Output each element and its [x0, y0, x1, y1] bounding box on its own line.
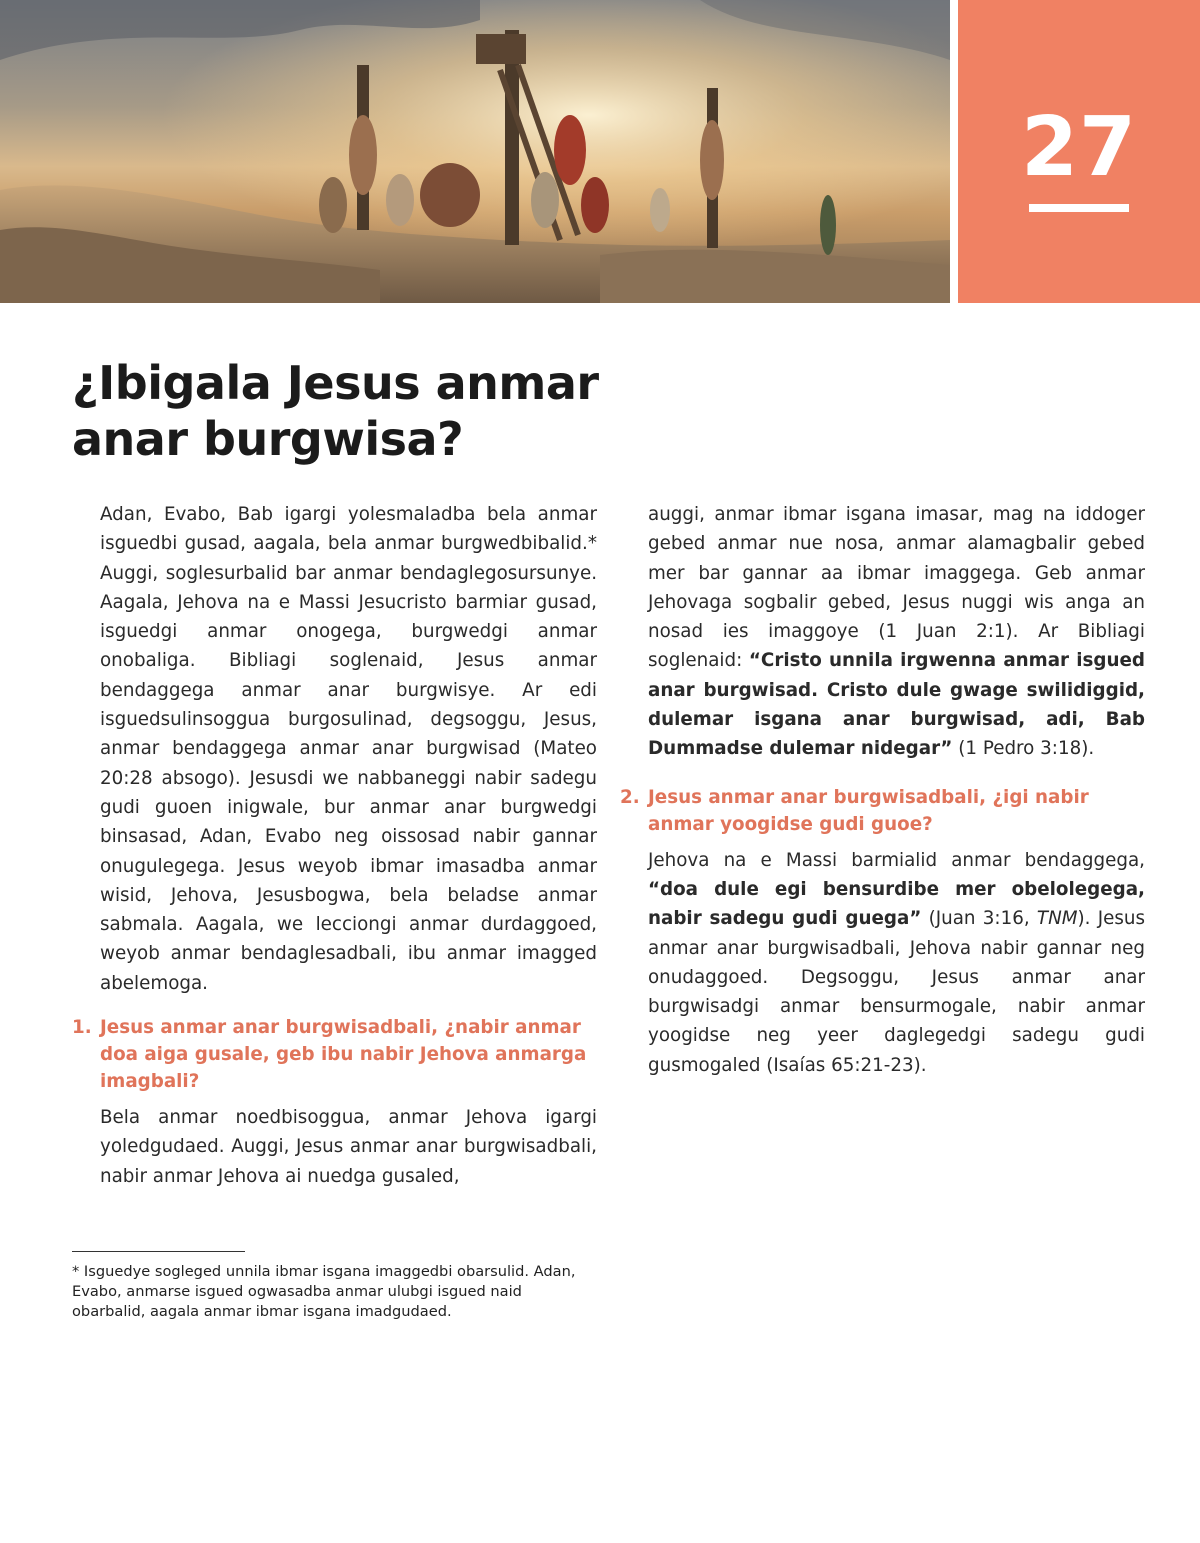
footnote-divider	[72, 1251, 245, 1252]
answer-1-text: auggi, anmar ibmar isgana imasar, mag na iddoger gebed anmar nue nosa, anmar alamagbalir gebed mer bar gannar aa ibmar imaggega. Geb anmar Jehovaga sogbalir gebed, Jesus nuggi wis anga an nosad ies imaggoye (1 Juan 2:1). Ar Bibliagi soglenaid:	[648, 504, 1145, 672]
chapter-number: 27	[1020, 100, 1138, 195]
title-line-2: anar burgwisa?	[72, 412, 464, 466]
question-1-number: 1.	[72, 1017, 92, 1039]
question-2-text: Jesus anmar anar burgwisadbali, ¿igi nabir anmar yoogidse gudi guoe?	[648, 786, 1089, 835]
answer-2-text: ). Jesus anmar anar burgwisadbali, Jehova nabir gannar neg onudaggoed. Degsoggu, Jesus anmar anar burgwisadgi anmar bensurmogale, nabir anmar yoogidse neg yeer daglegedgi sadegu gudi gusmogaled (Isaías 65:21-23).	[648, 908, 1146, 1076]
footnote: * Isguedye sogleged unnila ibmar isgana imaggedbi obarsulid. Adan, Evabo, anmarse isgued ogwasadba anmar ulubgi isgued naid obarbalid, aagala anmar ibmar isgana imadgudaed.	[72, 1263, 576, 1320]
question-2-number: 2.	[620, 786, 640, 808]
chapter-badge	[958, 0, 1200, 303]
translation-abbr: TNM	[1036, 908, 1078, 930]
question-1	[72, 1014, 597, 1095]
scripture-ref-2: (Juan 3:16,	[921, 908, 1037, 930]
question-2	[620, 784, 1145, 838]
scripture-quote-1: “Cristo unnila irgwenna anmar isgued anar burgwisad. Cristo dule gwage swilidiggid, dulemar isgana anar burgwisad, adi, Bab Dummadse dulemar nidegar”	[648, 650, 1145, 760]
title-line-1: ¿Ibigala Jesus anmar	[72, 356, 599, 410]
right-column	[620, 500, 1145, 1080]
question-1-text: Jesus anmar anar burgwisadbali, ¿nabir anmar doa aiga gusale, geb ibu nabir Jehova anmarga imagbali?	[100, 1017, 587, 1093]
answer-2-paragraph	[620, 846, 1145, 1080]
scripture-ref-1: (1 Pedro 3:18).	[952, 738, 1095, 760]
chapter-underline	[1029, 204, 1129, 212]
answer-1-paragraph-continued	[620, 500, 1145, 764]
crucifixion-illustration	[0, 0, 950, 303]
page-title	[72, 355, 672, 467]
left-column	[72, 500, 597, 1191]
hero-image	[0, 0, 950, 303]
answer-1-paragraph-start: Bela anmar noedbisoggua, anmar Jehova igargi yoledgudaed. Auggi, Jesus anmar anar burgwisadbali, nabir anmar Jehova ai nuedga gusaled,	[100, 1107, 597, 1187]
intro-paragraph: Adan, Evabo, Bab igargi yolesmaladba bela anmar isguedbi gusad, aagala, bela anmar burgwedbibalid.* Auggi, soglesurbalid bar anmar bendaglegosursunye. Aagala, Jehova na e Massi Jesucristo barmiar gusad, isguedgi anmar onogega, burgwedgi anmar onobaliga. Bibliagi soglenaid, Jesus anmar bendaggega anmar anar burgwisye. Ar edi isguedsulinsoggua burgosulinad, degsoggu, Jesus, anmar bendaggega anmar anar burgwisad (Mateo 20:28 absogo). Jesusdi we nabbaneggi nabir sadegu gudi guoen inigwale, bur anmar anar burgwedgi binsasad, Adan, Evabo neg oissosad nabir gannar onugulegega. Jesus weyob ibmar imasadba anmar wisid, Jehova, Jesusbogwa, bela beladse anmar sabmala. Aagala, we lecciongi anmar durdaggoed, weyob anmar bendaglesadbali, ibu anmar imagged abelemoga.	[100, 504, 597, 994]
answer-2-intro: Jehova na e Massi barmialid anmar bendaggega,	[648, 849, 1145, 871]
scripture-quote-2: “doa dule egi bensurdibe mer obelolegega, nabir sadegu gudi guega”	[648, 878, 1145, 930]
